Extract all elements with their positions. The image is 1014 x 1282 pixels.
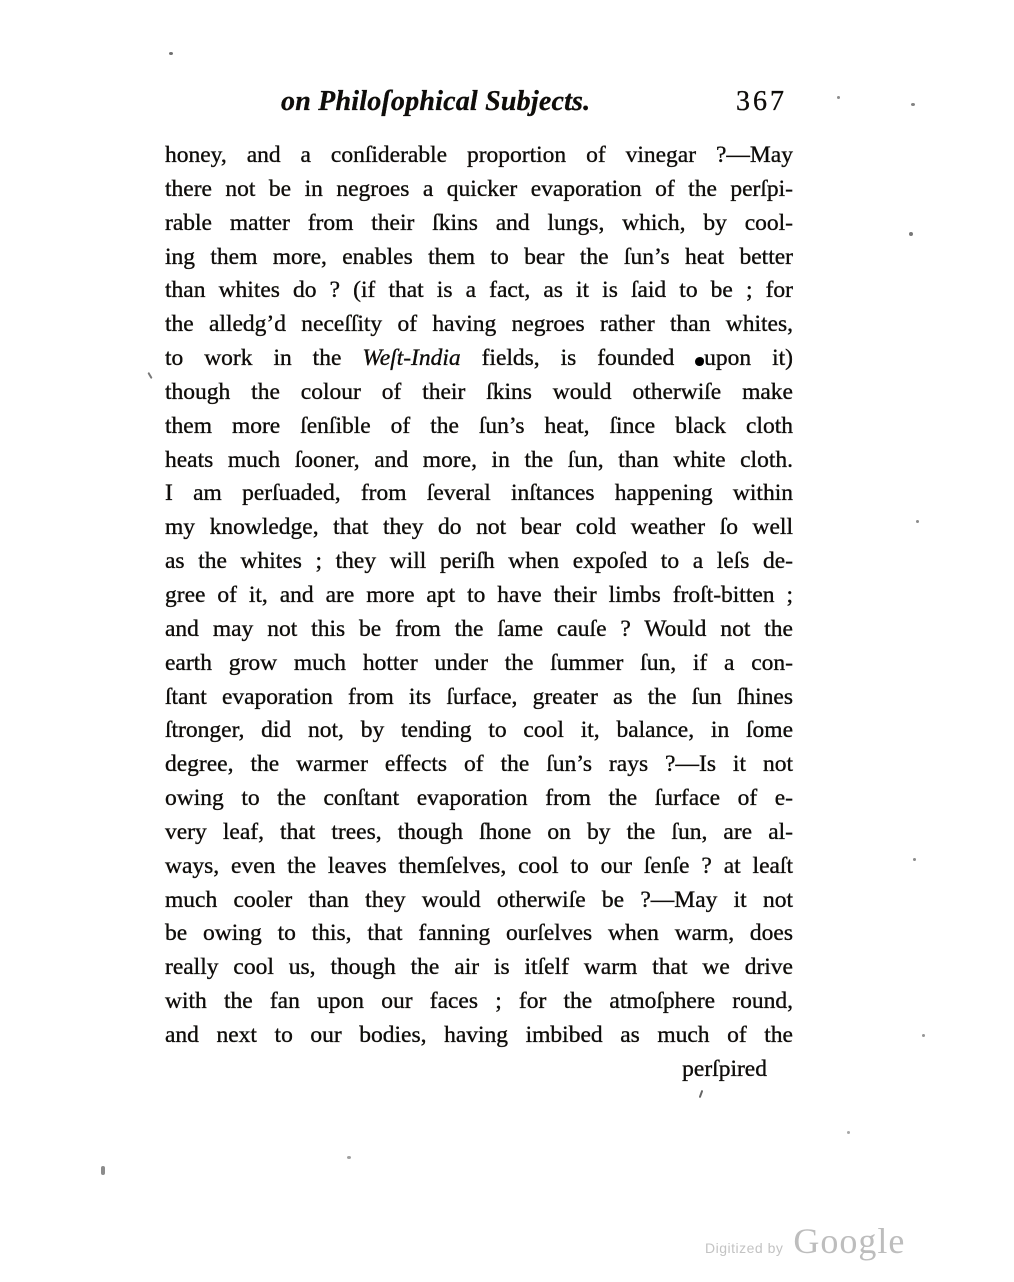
text-line-25: really cool us, though the air is itſelf warm that we drive: [165, 954, 793, 981]
text-line-9: them more ſenſible of the ſun’s heat, ſince black cloth: [165, 412, 793, 439]
scan-speck: [837, 96, 840, 99]
text-line-11: I am perſuaded, from ſeveral inſtances happening within: [165, 480, 793, 507]
text-line-19: degree, the warmer effects of the ſun’s rays ?—Is it not: [165, 751, 793, 778]
scan-speck: [911, 103, 915, 106]
text-line-18: ſtronger, did not, by tending to cool it, balance, in ſome: [165, 717, 793, 744]
text-line-4: ing them more, enables them to bear the ſun’s heat better: [165, 243, 793, 270]
text-line-21: very leaf, that trees, though ſhone on by the ſun, are al-: [165, 818, 793, 845]
text-line-10: heats much ſooner, and more, in the ſun, than white cloth.: [165, 446, 793, 473]
text-line-3: rable matter from their ſkins and lungs, which, by cool-: [165, 209, 793, 236]
scan-speck: [101, 1166, 105, 1175]
text-line-8: though the colour of their ſkins would otherwiſe make: [165, 378, 793, 405]
text-line-23: much cooler than they would otherwiſe be ?—May it not: [165, 886, 793, 913]
scan-speck: [699, 1090, 704, 1098]
text-line-15: and may not this be from the ſame cauſe ? Would not the: [165, 615, 793, 642]
catchword-line: [165, 1053, 793, 1087]
text-line-5: than whites do ? (if that is a fact, as it is ſaid to be ; for: [165, 277, 793, 304]
text-line-1: honey, and a conſiderable proportion of vinegar ?—May: [165, 142, 793, 168]
scan-speck: [913, 858, 916, 861]
text-line-27: and next to our bodies, having imbibed as much of the: [165, 1021, 793, 1048]
text-line-7-post: upon it): [704, 345, 793, 372]
text-line-26: with the fan upon our faces ; for the atmoſphere round,: [165, 988, 793, 1015]
scan-speck: [169, 52, 173, 55]
google-watermark: [705, 1220, 905, 1262]
scan-speck: [916, 520, 919, 523]
text-line-7-pre: to work in the: [165, 345, 363, 372]
text-line-6: the alledg’d neceſſity of having negroes rather than whites,: [165, 311, 793, 338]
scan-speck: [347, 1156, 351, 1159]
text-line-2: there not be in negroes a quicker evaporation of the perſpi-: [165, 175, 793, 202]
scan-speck: [847, 1131, 850, 1134]
west-india-italic: Weſt-India: [362, 345, 461, 372]
text-line-16: earth grow much hotter under the ſummer ſun, if a con-: [165, 649, 793, 676]
body-text: [165, 139, 793, 1087]
text-line-14: gree of it, and are more apt to have their limbs froſt-bitten ;: [165, 581, 793, 608]
text-line-13: as the whites ; they will periſh when expoſed to a leſs de-: [165, 548, 793, 575]
ink-blot: [695, 357, 704, 366]
digitized-by-label: Digitized by: [705, 1240, 784, 1256]
catchword: perſpired: [682, 1055, 767, 1082]
scan-speck: [147, 372, 152, 379]
text-line-17: ſtant evaporation from its ſurface, greater as the ſun ſhines: [165, 683, 793, 710]
page-number: 367: [736, 86, 787, 117]
scan-speck: [909, 232, 913, 236]
text-line-12: my knowledge, that they do not bear cold weather ſo well: [165, 514, 793, 541]
text-line-7: [165, 342, 793, 376]
text-line-20: owing to the conſtant evaporation from the ſurface of e-: [165, 785, 793, 812]
text-line-22: ways, even the leaves themſelves, cool to our ſenſe ? at leaſt: [165, 852, 793, 879]
scan-speck: [922, 1034, 925, 1037]
google-logo: Google: [793, 1221, 906, 1261]
page-header-title: on Philoſophical Subjects.: [281, 86, 591, 117]
text-line-24: be owing to this, that fanning ourſelves when warm, does: [165, 920, 793, 947]
text-line-7-mid: fields, is founded: [460, 345, 696, 372]
running-header: [165, 86, 793, 118]
